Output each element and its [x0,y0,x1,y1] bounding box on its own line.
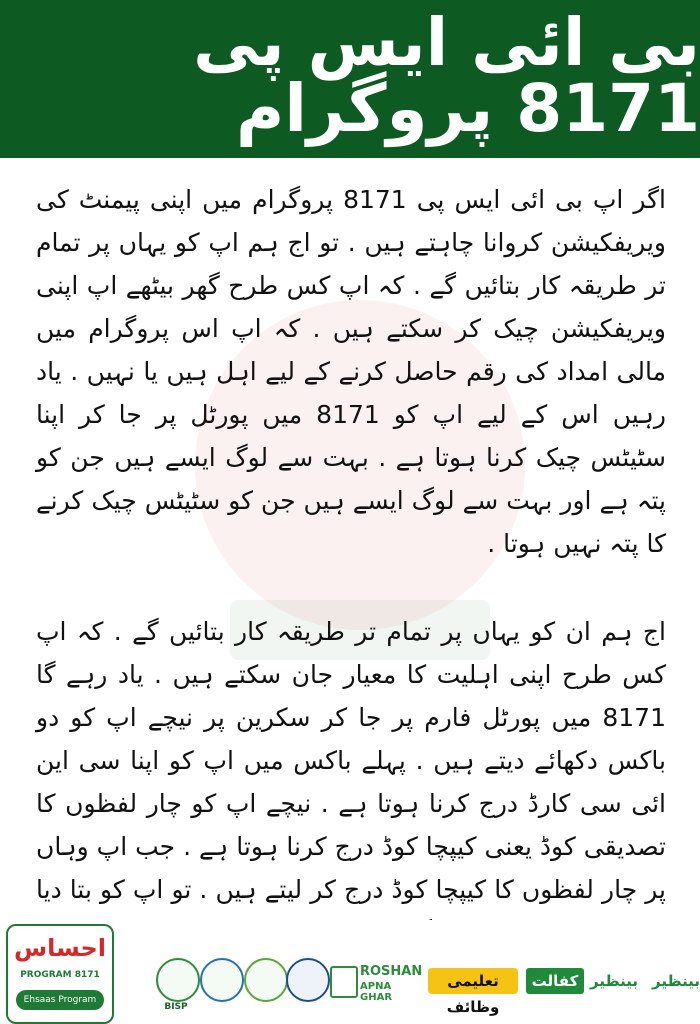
ehsaas-logo-urdu: احساس [13,934,107,962]
benazir-label-2: بینظیر [652,972,700,990]
taleemi-wazaif-badge: تعلیمی وظائف [428,968,518,994]
house-icon [330,966,358,998]
article-body [36,178,666,954]
page-header [0,0,700,158]
ehsaas-logo [6,924,114,1024]
bisp-label: BISP [164,1002,188,1012]
ehsaas-logo-program: PROGRAM 8171 [20,970,100,980]
kafalat-label: کفالت [526,968,584,994]
family-seal-icon [286,958,330,1002]
bisp-emblem-icon [156,958,200,1002]
roshan-line-1: ROSHAN [360,964,423,979]
plant-hand-icon [244,958,288,1002]
benazir-kafalat-logo [526,968,642,994]
benazir-label-1: بینظیر [590,972,638,990]
page-title: بی ائی ایس پی 8171 پروگرام [193,4,700,147]
roshan-line-2: APNA GHAR [360,981,393,1003]
ehsaas-logo-english: Ehsaas Program [16,990,104,1010]
footer-logo-strip [0,920,700,1024]
roshan-apna-ghar-logo [330,964,423,1003]
healthcare-icon [200,958,244,1002]
article-paragraph-1: اگر اپ بی ائی ایس پی 8171 پروگرام میں اپنی پیمنٹ کی ویریفکیشن کروانا چاہتے ہیں . تو اج ہم اپ کو یہاں پر تمام تر طریقہ کار بتائیں گے . کہ اپ کس طرح گھر بیٹھے اپ اپنی ویریفکیشن چیک کر سکتے ہیں . کہ اپ اس پروگرام میں مالی امداد کی رقم حاصل کرنے کے لیے اہل ہیں یا نہیں . یاد رہیں اس کے لیے اپ کو 8171 میں پورٹل پر جا کر اپنا سٹیٹس چیک کرنا ہوتا ہے . بہت سے لوگ ایسے ہیں جن کو پتہ ہے اور بہت سے لوگ ایسے ہیں جن کو سٹیٹس چیک کرنے کا پتہ نہیں ہوتا . [36,185,666,558]
article-paragraph-2: اج ہم ان کو یہاں پر تمام تر طریقہ کار بتائیں گے . کہ اپ کس طرح اپنی اہلیت کا معیار جان سکتے ہیں . یاد رہے گا 8171 میں پورٹل فارم پر جا کر سکرین پر نیچے اپ کو دو باکس دکھائے دیتے ہیں . پہلے باکس میں اپ کو اپنا سی این ائی سی کارڈ درج کرنا ہوتا ہے . نیچے اپ کو چار لفظوں کا تصدیقی کوڈ یعنی کیپچا کوڈ درج کرنا ہوتا ہے . جب اپ وہاں پر چار لفظوں کا کیپچا کوڈ درج کر لیتے ہیں . تو اپ کو بتا دیا [36,617,666,904]
